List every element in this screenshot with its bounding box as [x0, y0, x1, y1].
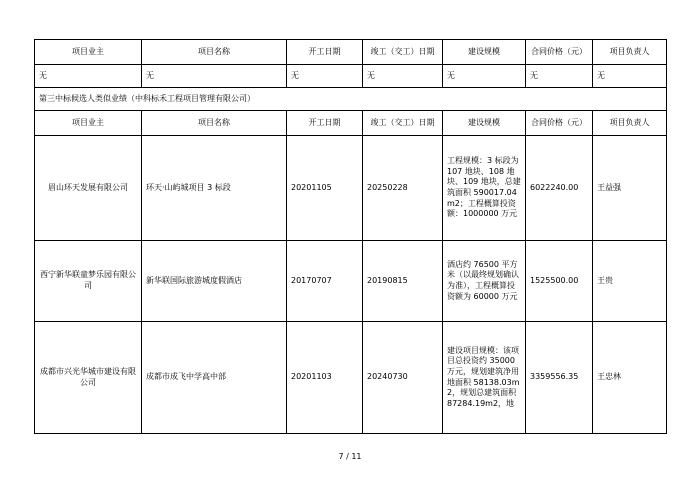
- price-cell: 1525500.00: [526, 241, 593, 322]
- table-cell: 无: [526, 65, 593, 88]
- table-cell: 无: [142, 65, 287, 88]
- end-date-cell: 20250228: [363, 136, 443, 241]
- header-cell: 开工日期: [287, 111, 363, 136]
- section-title: 第三中标候选人类似业绩（中科标禾工程项目管理有限公司）: [35, 88, 667, 111]
- table-header-row: [35, 111, 667, 136]
- table-header-row: [35, 40, 667, 65]
- header-cell: 竣工（交工）日期: [363, 40, 443, 65]
- header-cell: 合同价格（元）: [526, 40, 593, 65]
- scale-cell: 工程规模：3 标段为 107 地块、108 地块、109 地块，总建筑面积 590017.04m2；工程概算投资额：1000000 万元: [443, 136, 526, 241]
- performance-table: [34, 39, 667, 434]
- project-name-cell: 成都市成飞中学高中部: [142, 322, 287, 434]
- header-cell: 建设规模: [443, 40, 526, 65]
- start-date-cell: 20201105: [287, 136, 363, 241]
- manager-cell: 王贵: [593, 241, 667, 322]
- table-cell: 无: [443, 65, 526, 88]
- end-date-cell: 20190815: [363, 241, 443, 322]
- manager-cell: 王忠林: [593, 322, 667, 434]
- table-cell: 无: [363, 65, 443, 88]
- table-row: [35, 241, 667, 322]
- project-name-cell: 新华联国际旅游城度假酒店: [142, 241, 287, 322]
- price-cell: 3359556.35: [526, 322, 593, 434]
- header-cell: 合同价格（元）: [526, 111, 593, 136]
- header-cell: 项目业主: [35, 111, 142, 136]
- table-cell: 无: [35, 65, 142, 88]
- page-number: 7 / 11: [338, 452, 362, 461]
- table-cell: 无: [593, 65, 667, 88]
- header-cell: 项目负责人: [593, 40, 667, 65]
- header-cell: 项目名称: [142, 111, 287, 136]
- table-row: [35, 65, 667, 88]
- scale-cell: 建设项目规模：该项目总投资约 35000 万元，规划建筑净用地面积 58138.03m2，规划总建筑面积 87284.19m2，地: [443, 322, 526, 434]
- header-cell: 项目业主: [35, 40, 142, 65]
- header-cell: 竣工（交工）日期: [363, 111, 443, 136]
- header-cell: 建设规模: [443, 111, 526, 136]
- start-date-cell: 20201103: [287, 322, 363, 434]
- project-name-cell: 环天·山屿城项目 3 标段: [142, 136, 287, 241]
- manager-cell: 王益强: [593, 136, 667, 241]
- start-date-cell: 20170707: [287, 241, 363, 322]
- header-cell: 项目负责人: [593, 111, 667, 136]
- owner-cell: 眉山环天发展有限公司: [35, 136, 142, 241]
- owner-cell: 成都市兴光华城市建设有限公司: [35, 322, 142, 434]
- price-cell: 6022240.00: [526, 136, 593, 241]
- owner-cell: 西宁新华联童梦乐园有限公司: [35, 241, 142, 322]
- header-cell: 项目名称: [142, 40, 287, 65]
- table-row: [35, 322, 667, 434]
- end-date-cell: 20240730: [363, 322, 443, 434]
- table-cell: 无: [287, 65, 363, 88]
- section-title-row: [35, 88, 667, 111]
- header-cell: 开工日期: [287, 40, 363, 65]
- table-row: [35, 136, 667, 241]
- scale-cell: 酒店约 76500 平方米（以最终规划确认为准），工程概算投资额为 60000 万元: [443, 241, 526, 322]
